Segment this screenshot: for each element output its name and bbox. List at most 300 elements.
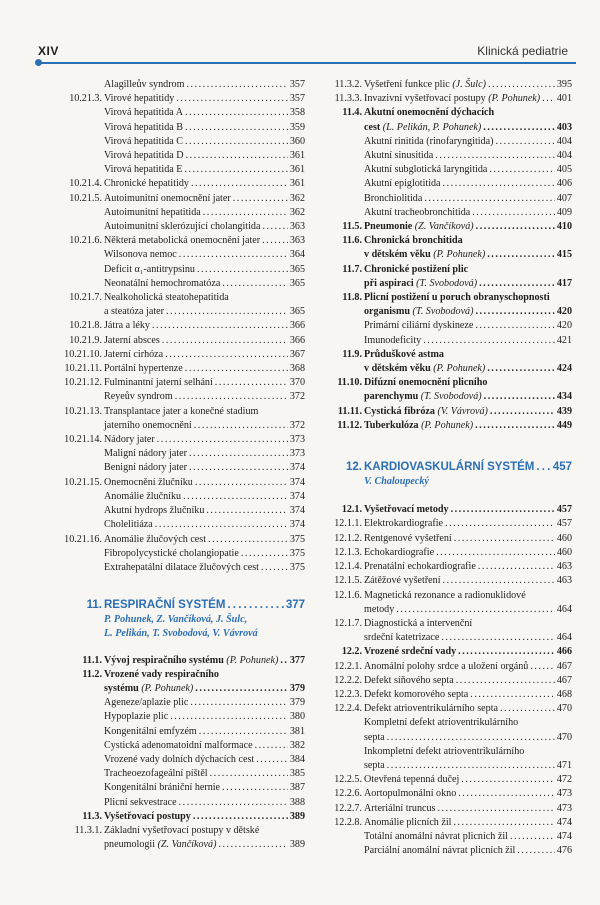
entry-title: Virová hepatitida E: [104, 164, 183, 176]
leader-dots: [191, 177, 288, 191]
toc-left-list: [60, 78, 305, 575]
toc-entry: [320, 177, 572, 191]
entry-line: [364, 617, 572, 631]
toc-entry: [60, 106, 305, 120]
leader-dots: [241, 547, 288, 561]
entry-title: Deficit α₁-antitrypsinu: [104, 263, 195, 275]
toc-entry: [320, 78, 572, 92]
entry-page: 395: [556, 79, 572, 90]
leader-dots: [206, 504, 287, 518]
entry-line: [104, 78, 305, 92]
header-rule-dot: [35, 59, 42, 66]
entry-title: Akutní hydrops žlučníku: [104, 505, 205, 517]
entry-title: Vyšetření funkce plic: [364, 79, 450, 90]
leader-dots: [189, 461, 288, 475]
leader-dots: [458, 645, 555, 659]
entry-title: Onemocnění žlučníku: [104, 476, 193, 488]
entry-page: 473: [556, 802, 572, 814]
entry-line: [364, 78, 572, 92]
toc-entry: [320, 787, 572, 801]
toc-entry: [60, 810, 305, 824]
entry-title: jaterního onemocnění: [104, 419, 192, 431]
leader-dots: [162, 334, 288, 348]
entry-line: [364, 844, 572, 858]
entry-title: Inkompletní defekt atrioventrikulárního: [364, 745, 525, 757]
toc-entry: [320, 405, 572, 419]
leader-dots: [210, 767, 288, 781]
entry-page: 362: [289, 206, 305, 218]
entry-title: Anomálie žlučníku: [104, 490, 182, 502]
entry-title: Otevřená tepenná dučej: [364, 774, 460, 786]
entry-line: [104, 824, 305, 838]
entry-number: 10.21.4.: [69, 178, 102, 190]
entry-page: 424: [556, 363, 572, 375]
entry-line: [364, 830, 572, 844]
entry-page: 466: [556, 646, 572, 658]
toc-entry: [320, 830, 572, 844]
toc-entry: [60, 739, 305, 753]
entry-title: Některá metabolická onemocnění jater: [104, 235, 261, 247]
entry-line: [104, 725, 305, 739]
entry-page: 467: [556, 660, 572, 672]
entry-title: Vrozené srdeční vady: [364, 646, 457, 658]
entry-title: Defekt komorového septa: [364, 688, 469, 700]
entry-line: [104, 376, 305, 390]
leader-dots: [170, 710, 288, 724]
leader-dots: [193, 810, 288, 824]
entry-title: Elektrokardiografie: [364, 518, 444, 530]
toc-entry: [320, 106, 572, 134]
chapter-authors-line: L. Pelikán, T. Svobodová, V. Vávrová: [104, 628, 258, 640]
chapter-heading-11: [60, 597, 305, 641]
entry-page: 373: [289, 448, 305, 460]
leader-dots: [483, 121, 555, 135]
entry-line: [364, 574, 572, 588]
toc-entry: [60, 405, 305, 433]
chapter-title: KARDIOVASKULÁRNÍ SYSTÉM: [364, 461, 535, 474]
entry-line: [104, 710, 305, 724]
leader-dots: [185, 106, 288, 120]
leader-dots: [215, 376, 288, 390]
leader-dots: [222, 277, 288, 291]
entry-page: 457: [556, 504, 572, 516]
entry-line: [364, 745, 572, 759]
entry-title: Virová hepatitida B: [104, 121, 183, 133]
leader-dots: [262, 220, 287, 234]
toc-entry: [320, 574, 572, 588]
entry-line: [104, 305, 305, 319]
entry-page: 405: [556, 164, 572, 176]
toc-entry: [320, 319, 572, 333]
entry-page: 473: [556, 788, 572, 800]
entry-number: 12.1.4.: [334, 561, 362, 573]
entry-number: 10.21.3.: [69, 93, 102, 105]
toc-entry: [60, 263, 305, 277]
running-header-title: Klinická pediatrie: [477, 44, 568, 58]
entry-page: 404: [556, 135, 572, 147]
leader-dots: [255, 739, 288, 753]
entry-line: [104, 504, 305, 518]
leader-dots: [470, 688, 555, 702]
leader-dots: [157, 433, 288, 447]
toc-entry: [320, 546, 572, 560]
leader-dots: [456, 674, 555, 688]
toc-entry: [60, 362, 305, 376]
entry-title: organismu: [364, 306, 410, 318]
toc-entry: [60, 654, 305, 668]
chapter-heading-12: [320, 459, 572, 489]
entry-line: [104, 490, 305, 504]
entry-page: 389: [289, 839, 305, 851]
leader-dots: [218, 838, 287, 852]
entry-line: [364, 106, 572, 120]
entry-title: Maligní nádory jater: [104, 448, 187, 460]
entry-line: [364, 532, 572, 546]
entry-page: 468: [556, 688, 572, 700]
entry-title: metody: [364, 603, 395, 615]
leader-dots: [458, 787, 555, 801]
entry-number: 12.1.3.: [334, 546, 362, 558]
entry-page: 409: [556, 206, 572, 218]
entry-line: [364, 546, 572, 560]
entry-title: Vrozené vady respiračního: [104, 668, 219, 680]
entry-page: 474: [556, 830, 572, 842]
entry-title: Zátěžové vyšetření: [364, 575, 441, 587]
entry-line: [364, 248, 572, 262]
leader-dots: [487, 362, 555, 376]
toc-left-list-2: [60, 654, 305, 853]
entry-line: [104, 810, 305, 824]
entry-number: 10.21.13.: [64, 405, 102, 417]
toc-entry: [60, 149, 305, 163]
entry-line: [104, 753, 305, 767]
entry-line: [104, 263, 305, 277]
toc-entry: [320, 163, 572, 177]
toc-entry: [320, 291, 572, 319]
entry-line: [364, 234, 572, 248]
toc-entry: [60, 291, 305, 319]
leader-dots: [510, 830, 555, 844]
entry-title: srdeční katetrizace: [364, 632, 440, 644]
entry-page: 439: [556, 405, 572, 417]
entry-title: Pneumonie: [364, 221, 413, 233]
toc-entry: [60, 220, 305, 234]
entry-author: (P. Pohunek): [488, 93, 541, 105]
entry-line: [104, 447, 305, 461]
entry-line: [364, 517, 572, 531]
entry-line: [364, 716, 572, 730]
entry-line: [364, 121, 572, 135]
entry-page: 385: [289, 768, 305, 780]
entry-title: Rentgenové vyšetření: [364, 532, 452, 544]
toc-entry: [320, 192, 572, 206]
entry-title: Základní vyšetřovací postupy v dětské: [104, 824, 260, 836]
leader-dots: [185, 362, 288, 376]
leader-dots: [176, 92, 288, 106]
entry-number: 10.21.14.: [64, 434, 102, 446]
entry-line: [364, 291, 572, 305]
entry-title: Chronická bronchitida: [364, 235, 463, 247]
entry-number: 12.2.2.: [334, 674, 362, 686]
entry-line: [364, 759, 572, 773]
toc-entry: [60, 696, 305, 710]
entry-page: 375: [289, 533, 305, 545]
toc-entry: [320, 419, 572, 433]
entry-page: 361: [289, 150, 305, 162]
entry-page: 464: [556, 603, 572, 615]
chapter-page: 377: [285, 599, 305, 612]
entry-page: 359: [289, 121, 305, 133]
entry-page: 463: [556, 575, 572, 587]
entry-page: 403: [556, 121, 572, 133]
leader-dots: [233, 192, 288, 206]
entry-number: 11.6.: [342, 235, 362, 247]
entry-line: [364, 645, 572, 659]
toc-entry: [60, 668, 305, 696]
entry-page: 464: [556, 632, 572, 644]
toc-entry: [60, 319, 305, 333]
entry-page: 471: [556, 759, 572, 771]
leader-dots: [479, 277, 555, 291]
toc-entry: [60, 348, 305, 362]
leader-dots: [396, 603, 555, 617]
entry-line: [364, 390, 572, 404]
entry-page: 363: [289, 221, 305, 233]
entry-line: [104, 547, 305, 561]
leader-dots: [261, 561, 288, 575]
entry-number: 11.3.1.: [74, 824, 102, 836]
entry-title: Invazivní vyšetřovací postupy: [364, 93, 486, 105]
entry-number: 10.21.10.: [64, 348, 102, 360]
toc-entry: [320, 617, 572, 645]
entry-title: Fulminantní jaterní selhání: [104, 377, 213, 389]
entry-page: 476: [556, 845, 572, 857]
entry-page: 380: [289, 711, 305, 723]
leader-dots: [490, 405, 555, 419]
entry-line: [364, 660, 572, 674]
entry-number: 12.2.8.: [334, 816, 362, 828]
entry-number: 12.2.7.: [334, 802, 362, 814]
page-number: XIV: [38, 44, 59, 58]
leader-dots: [184, 163, 287, 177]
entry-line: [104, 561, 305, 575]
leader-dots: [542, 92, 555, 106]
toc-entry: [60, 192, 305, 206]
leader-dots: [500, 702, 555, 716]
entry-line: [364, 277, 572, 291]
leader-dots: [472, 206, 555, 220]
entry-page: 357: [289, 79, 305, 90]
entry-number: 11.8.: [342, 292, 362, 304]
toc-column-right: [320, 78, 572, 858]
entry-title: Anomálie žlučových cest: [104, 533, 207, 545]
leader-dots: [280, 654, 288, 668]
toc-entry: [320, 660, 572, 674]
entry-author: (J. Šulc): [452, 79, 486, 90]
entry-line: [104, 362, 305, 376]
entry-page: 449: [556, 419, 572, 431]
entry-title: Ageneze/aplazie plic: [104, 697, 189, 709]
entry-author: (T. Svobodová): [412, 306, 474, 318]
toc-entry: [320, 702, 572, 716]
entry-page: 374: [289, 462, 305, 474]
toc-entry: [60, 248, 305, 262]
entry-number: 12.2.5.: [334, 774, 362, 786]
entry-line: [364, 362, 572, 376]
entry-page: 389: [289, 810, 305, 822]
entry-line: [104, 781, 305, 795]
leader-dots: [530, 660, 555, 674]
entry-number: 11.5.: [342, 221, 362, 233]
entry-title: Kompletní defekt atrioventrikulárního: [364, 717, 519, 729]
entry-number: 12.2.1.: [334, 660, 362, 672]
entry-line: [104, 149, 305, 163]
entry-title: Extrahepatální dilatace žlučových cest: [104, 561, 259, 573]
toc-entry: [320, 688, 572, 702]
leader-dots: [424, 192, 555, 206]
entry-page: 374: [289, 476, 305, 488]
entry-title: Portální hypertenze: [104, 363, 183, 375]
entry-title: Echokardiografie: [364, 546, 435, 558]
entry-title: Primární ciliární dyskineze: [364, 320, 474, 332]
entry-line: [104, 682, 305, 696]
chapter-authors-line: P. Pohunek, Z. Vančíková, J. Šulc,: [104, 614, 248, 626]
entry-title: Akutní rinitida (rinofaryngitida): [364, 135, 494, 147]
chapter-number: 12.: [346, 461, 362, 474]
entry-title: Virová hepatitida A: [104, 107, 183, 119]
entry-title: Autoimunitní onemocnění jater: [104, 192, 231, 204]
entry-title: v dětském věku: [364, 363, 431, 375]
leader-dots: [443, 177, 555, 191]
entry-title: Prenatální echokardiografie: [364, 561, 476, 573]
entry-page: 372: [289, 391, 305, 403]
entry-number: 10.21.5.: [69, 192, 102, 204]
toc-entry: [60, 476, 305, 490]
leader-dots: [199, 725, 288, 739]
toc-entry: [60, 710, 305, 724]
entry-number: 11.3.3.: [334, 93, 362, 105]
entry-title: Jaterní cirhóza: [104, 348, 164, 360]
toc-entry: [60, 767, 305, 781]
entry-page: 460: [556, 546, 572, 558]
entry-line: [104, 106, 305, 120]
entry-number: 11.10.: [337, 377, 362, 389]
leader-dots: [186, 149, 288, 163]
toc-entry: [320, 206, 572, 220]
leader-dots: [175, 390, 288, 404]
leader-dots: [166, 305, 288, 319]
leader-dots: [443, 574, 555, 588]
entry-line: [364, 263, 572, 277]
leader-dots: [487, 248, 555, 262]
entry-page: 365: [289, 306, 305, 318]
entry-page: 357: [289, 93, 305, 105]
entry-page: 375: [289, 561, 305, 573]
entry-line: [364, 220, 572, 234]
entry-line: [364, 816, 572, 830]
toc-column-left: [60, 78, 305, 852]
entry-number: 11.11.: [337, 405, 362, 417]
entry-line: [104, 390, 305, 404]
toc-entry: [60, 725, 305, 739]
chapter-title: RESPIRAČNÍ SYSTÉM: [104, 599, 226, 612]
entry-page: 463: [556, 561, 572, 573]
entry-title: Defekt atrioventrikulárního septa: [364, 703, 498, 715]
entry-line: [104, 334, 305, 348]
entry-line: [364, 560, 572, 574]
leader-dots: [436, 546, 555, 560]
leader-dots: [445, 517, 555, 531]
entry-title: Cholelitiáza: [104, 519, 153, 531]
entry-page: 374: [289, 505, 305, 517]
entry-line: [364, 787, 572, 801]
entry-number: 10.21.9.: [69, 334, 102, 346]
entry-line: [364, 206, 572, 220]
entry-title: Hypoplazie plic: [104, 711, 169, 723]
entry-title: Virová hepatitida D: [104, 150, 184, 162]
entry-line: [104, 419, 305, 433]
leader-dots: [155, 518, 288, 532]
entry-title: Kongenitální emfyzém: [104, 725, 197, 737]
entry-author: (P. Pohunek): [421, 419, 474, 431]
entry-number: 12.1.7.: [334, 617, 362, 629]
entry-line: [104, 654, 305, 668]
entry-line: [104, 739, 305, 753]
entry-title: Virová hepatitida C: [104, 135, 183, 147]
entry-line: [104, 767, 305, 781]
leader-dots: [454, 532, 555, 546]
entry-line: [104, 405, 305, 419]
toc-entry: [320, 560, 572, 574]
entry-line: [104, 121, 305, 135]
entry-line: [364, 603, 572, 617]
entry-page: 373: [289, 434, 305, 446]
entry-page: 457: [556, 518, 572, 530]
leader-dots: [423, 334, 555, 348]
leader-dots: [222, 781, 288, 795]
entry-page: 374: [289, 519, 305, 531]
leader-dots: [185, 121, 288, 135]
leader-dots: [179, 796, 288, 810]
entry-line: [104, 277, 305, 291]
entry-title: Neonatální hemochromatóza: [104, 277, 221, 289]
entry-title: Imunodeficity: [364, 334, 422, 346]
leader-dots: [165, 348, 288, 362]
entry-author: (T. Svobodová): [420, 391, 482, 403]
entry-author: (V. Vávrová): [437, 405, 488, 417]
entry-title: Reyeův syndrom: [104, 391, 173, 403]
toc-entry: [60, 390, 305, 404]
toc-entry: [60, 824, 305, 852]
entry-title: Transplantace jater a konečné stadium: [104, 405, 259, 417]
toc-entry: [320, 589, 572, 617]
entry-page: 420: [556, 320, 572, 332]
entry-page: 406: [556, 178, 572, 190]
entry-author: (T. Svobodová): [416, 277, 478, 289]
leader-dots: [262, 234, 288, 248]
entry-page: 460: [556, 532, 572, 544]
entry-line: [364, 192, 572, 206]
toc-entry: [320, 816, 572, 830]
toc-entry: [60, 277, 305, 291]
entry-page: 360: [289, 135, 305, 147]
leader-dots: [451, 503, 555, 517]
leader-dots: [441, 631, 554, 645]
entry-title: Benigní nádory jater: [104, 462, 187, 474]
leader-dots: [461, 773, 555, 787]
toc-entry: [320, 517, 572, 531]
entry-number: 10.21.7.: [69, 292, 102, 304]
